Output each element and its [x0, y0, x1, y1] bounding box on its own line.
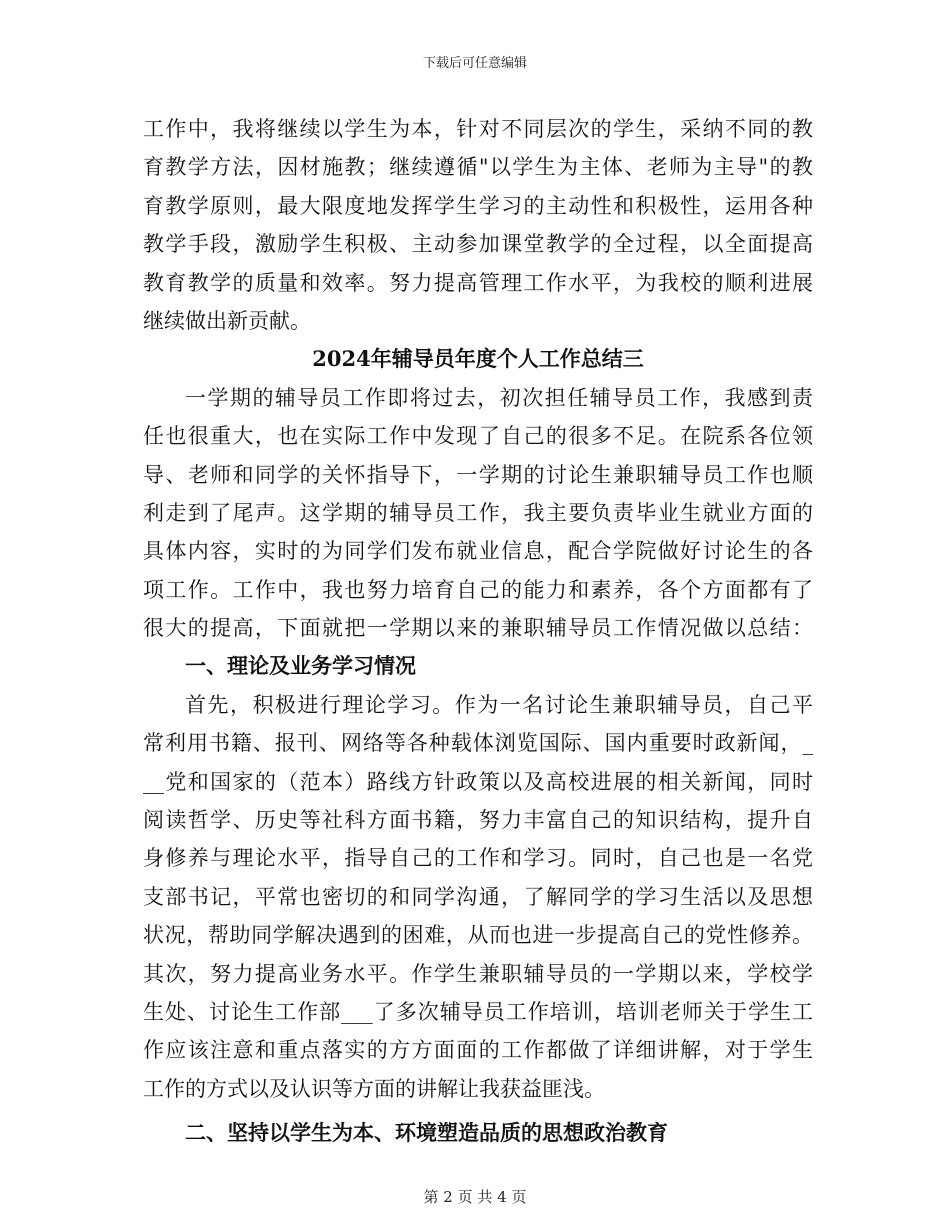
page-footer: 第 2 页 共 4 页 — [423, 1188, 527, 1206]
section-heading: 二、坚持以学生为本、环境塑造品质的思想政治教育 — [185, 1120, 668, 1146]
text-line: 身修养与理论水平，指导自己的工作和学习。同时，自己也是一名党 — [143, 846, 813, 871]
text-line: 很大的提高，下面就把一学期以来的兼职辅导员工作情况做以总结： — [143, 616, 813, 641]
page-header: 下载后可任意编辑 — [422, 56, 527, 71]
text-line: 作应该注意和重点落实的方方面面的工作都做了详细讲解，对于学生 — [143, 1038, 813, 1063]
text-line: 其次，努力提高业务水平。作学生兼职辅导员的一学期以来，学校学 — [143, 961, 813, 986]
text-line: 状况，帮助同学解决遇到的困难，从而也进一步提高自己的党性修养。 — [143, 923, 813, 948]
text-line: 生处、讨论生工作部___了多次辅导员工作培训，培训老师关于学生工 — [143, 999, 813, 1024]
text-line: 项工作。工作中，我也努力培育自己的能力和素养，各个方面都有了 — [143, 577, 813, 602]
text-line: 一学期的辅导员工作即将过去，初次担任辅导员工作，我感到责 — [185, 385, 813, 410]
text-line: 导、老师和同学的关怀指导下，一学期的讨论生兼职辅导员工作也顺 — [143, 462, 813, 487]
text-line: 常利用书籍、报刊、网络等各种载体浏览国际、国内重要时政新闻，_ — [143, 731, 813, 756]
text-line: 支部书记，平常也密切的和同学沟通，了解同学的学习生活以及思想 — [143, 884, 813, 909]
text-line: 任也很重大，也在实际工作中发现了自己的很多不足。在院系各位领 — [143, 424, 813, 449]
text-line: 利走到了尾声。这学期的辅导员工作，我主要负责毕业生就业方面的 — [143, 500, 813, 525]
text-line: 育教学方法，因材施教；继续遵循"以学生为主体、老师为主导"的教 — [143, 155, 813, 180]
text-line: 教育教学的质量和效率。努力提高管理工作水平，为我校的顺利进展 — [143, 270, 813, 295]
text-line: 具体内容，实时的为同学们发布就业信息，配合学院做好讨论生的各 — [143, 539, 813, 564]
document-body — [143, 110, 813, 1153]
text-line: 阅读哲学、历史等社科方面书籍，努力丰富自己的知识结构，提升自 — [143, 808, 813, 833]
text-line: 首先，积极进行理论学习。作为一名讨论生兼职辅导员，自己平 — [185, 692, 813, 717]
text-line: 育教学原则，最大限度地发挥学生学习的主动性和积极性，运用各种 — [143, 193, 813, 218]
section-heading: 一、理论及业务学习情况 — [185, 653, 416, 679]
text-line: 教学手段，激励学生积极、主动参加课堂教学的全过程，以全面提高 — [143, 232, 813, 257]
section-title: 2024年辅导员年度个人工作总结三 — [312, 346, 644, 372]
text-line: __党和国家的（范本）路线方针政策以及高校进展的相关新闻，同时 — [143, 769, 813, 794]
text-line: 工作中，我将继续以学生为本，针对不同层次的学生，采纳不同的教 — [143, 117, 813, 141]
text-line: 继续做出新贡献。 — [143, 308, 311, 333]
text-line: 工作的方式以及认识等方面的讲解让我获益匪浅。 — [143, 1076, 605, 1101]
